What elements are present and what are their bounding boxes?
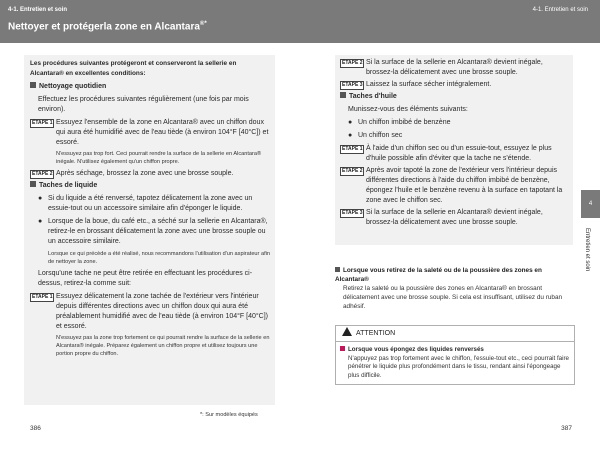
bullet-dot-icon: ●	[348, 119, 353, 126]
page-number-right: 387	[561, 425, 572, 432]
step-item: ÉTAPE 3 Si la surface de la sellerie en Alcantara® devient inégale, brossez-la délicatement avec une brosse souple.	[342, 209, 543, 226]
step-item: ÉTAPE 2 Si la surface de la sellerie en Alcantara® devient inégale, brossez-la délicatement avec une brosse souple.	[342, 59, 543, 76]
page-number-left: 386	[30, 425, 41, 432]
intro-text: Les procédures suivantes protégeront et conserveront la sellerie en Alcantara® en excellentes conditions:	[30, 60, 237, 77]
step-tag: ÉTAPE 1	[342, 146, 363, 152]
square-bullet-icon	[30, 82, 36, 88]
bullet-dot-icon: ●	[38, 218, 43, 225]
square-bullet-icon	[30, 181, 36, 187]
chapter-label: Entretien et soin	[584, 228, 590, 272]
bullet-dot-icon: ●	[348, 132, 353, 139]
dust-text: Retirez la saleté ou la poussière des zones en Alcantara® en brossant délicatement avec une brosse souple. Si cela est insuffisant, utilisez du ruban adhésif.	[343, 285, 563, 310]
step-tag: ÉTAPE 3	[342, 82, 363, 88]
attention-box	[335, 325, 575, 385]
attention-header: ATTENTION	[336, 326, 574, 342]
liquid-after-text: Lorsqu'une tache ne peut être retirée en effectuant les procédures ci-dessus, retirez-la comme suit:	[38, 270, 253, 287]
chapter-tab: 4	[581, 190, 600, 218]
square-bullet-icon	[335, 267, 340, 272]
warning-triangle-icon	[342, 327, 352, 336]
daily-text: Effectuez les procédures suivantes régulièrement (une fois par mois environ).	[38, 96, 249, 113]
step-tag: ÉTAPE 2	[342, 168, 363, 174]
step-tag: ÉTAPE 2	[32, 171, 53, 177]
square-bullet-icon	[340, 92, 346, 98]
step-item: ÉTAPE 1 À l'aide d'un chiffon sec ou d'un essuie-tout, essuyez le plus d'huile possible afin d'éviter que la tache ne s'étende.	[342, 145, 552, 162]
step-item: ÉTAPE 2 Après avoir tapoté la zone de l'extérieur vers l'intérieur depuis différentes directions à l'aide du chiffon imbibé de benzène, épongez l'huile et le benzène revenu à la surface en tapotant la zone avec le chiffon sec.	[342, 167, 563, 204]
step-tag: ÉTAPE 2	[342, 60, 363, 66]
page-title: Nettoyer et protégerla zone en Alcantara®*	[8, 21, 207, 33]
step-note: N'essuyez pas la zone trop fortement ce qui pourrait rendre la surface de la sellerie en Alcantara® inégale. Préparez également un chiffon propre et utilisez toujours une portion propre du chiffon.	[56, 335, 270, 357]
dust-removal-section	[335, 266, 573, 311]
right-page-header	[300, 0, 600, 43]
bullet-dot-icon: ●	[38, 195, 43, 202]
step-tag: ÉTAPE 1	[32, 120, 53, 126]
step-tag: ÉTAPE 1	[32, 294, 53, 300]
step-item: ÉTAPE 1 Essuyez l'ensemble de la zone en Alcantara® avec un chiffon doux qui aura été humidifié avec de l'eau tiède (à environ 104°F [40°C]) et essoré.	[32, 119, 269, 146]
attention-subheading: Lorsque vous épongez des liquides renversés	[340, 346, 570, 355]
left-column	[30, 59, 270, 361]
step-item: ÉTAPE 2 Après séchage, brossez la zone avec une brosse souple.	[32, 170, 234, 177]
bullet-note: Lorsque ce qui précède a été réalisé, nous recommandons l'utilisation d'un aspirateur afin de nettoyer la zone.	[48, 251, 270, 265]
liquid-heading: Taches de liquide	[30, 181, 270, 191]
attention-body	[336, 342, 574, 384]
pink-square-icon	[340, 346, 345, 351]
oil-intro: Munissez-vous des éléments suivants:	[348, 106, 468, 113]
step-item: ÉTAPE 3 Laissez la surface sécher intégralement.	[342, 81, 492, 88]
step-tag: ÉTAPE 3	[342, 210, 363, 216]
section-label-right: 4-1. Entretien et soin	[532, 7, 588, 13]
dust-heading: Lorsque vous retirez de la saleté ou de la poussière des zones en Alcantara®	[335, 267, 542, 283]
section-label: 4-1. Entretien et soin	[8, 7, 68, 13]
step-item: ÉTAPE 1 Essuyez délicatement la zone tachée de l'extérieur vers l'intérieur depuis différentes directions avec un chiffon doux qui aura été préalablement humidifié avec de l'eau tiède (à environ 104°F [40°C]) et essoré.	[32, 293, 268, 330]
attention-text: N'appuyez pas trop fortement avec le chiffon, l'essuie-tout etc., ceci pourrait faire pénétrer le liquide plus profondément dans le tissu, rendant ainsi l'épongeage plus difficile.	[348, 354, 569, 379]
bullet-item: ● Lorsque de la boue, du café etc., a séché sur la sellerie en Alcantara®, retirez-le en brossant délicatement la zone avec une brosse souple ou un accessoire similaire.	[38, 218, 268, 245]
oil-heading: Taches d'huile	[340, 92, 570, 102]
daily-heading: Nettoyage quotidien	[30, 82, 270, 92]
bullet-item: ● Si du liquide a été renversé, tapotez délicatement la zone avec un essuie-tout ou un accessoire similaire afin d'éponger le liquide.	[38, 195, 253, 212]
step-note: N'essuyez pas trop fort. Ceci pourrait rendre la surface de la sellerie en Alcantara® inégale. N'utilisez également qu'un chiffon propre.	[56, 151, 262, 165]
left-page-header	[0, 0, 300, 43]
bullet-item: ● Un chiffon sec	[348, 132, 403, 139]
right-column	[340, 58, 570, 230]
footnote: *: Sur modèles équipés	[200, 412, 258, 418]
bullet-item: ● Un chiffon imbibé de benzène	[348, 119, 451, 126]
